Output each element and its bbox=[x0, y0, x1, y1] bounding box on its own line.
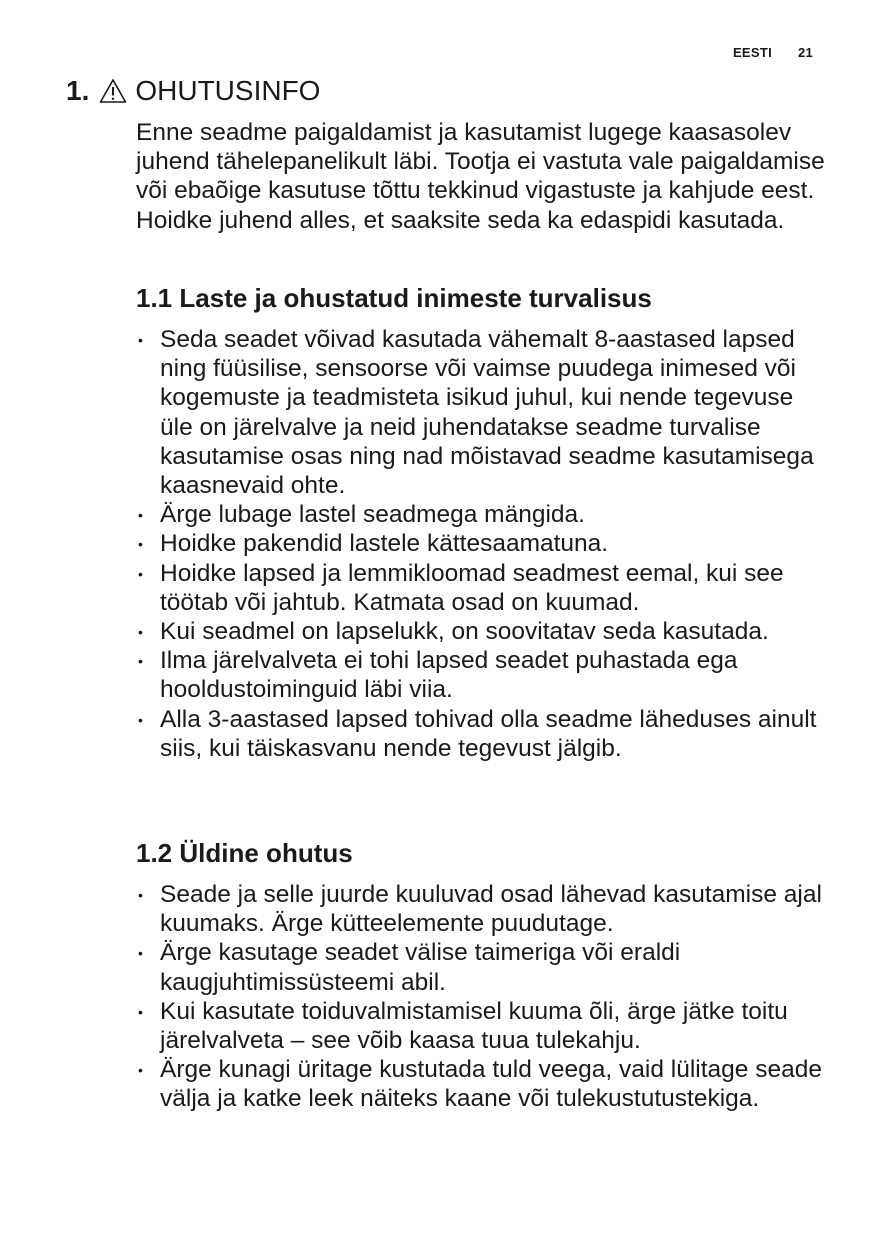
list-item: • Ärge kasutage seadet välise taimeriga või eraldi kaugjuhtimissüsteemi abil. bbox=[136, 938, 826, 996]
subsection-title: Laste ja ohustatud inimeste turvalisus bbox=[179, 283, 652, 313]
section-number: 1. bbox=[66, 75, 90, 106]
child-safety-list bbox=[136, 325, 826, 763]
page-header bbox=[733, 45, 813, 60]
list-item: • Kui seadmel on lapselukk, on soovitatav seda kasutada. bbox=[136, 617, 826, 646]
subsection-number: 1.1 bbox=[136, 283, 173, 313]
intro-paragraph: Enne seadme paigaldamist ja kasutamist lugege kaasasolev juhend tähelepanelikult läbi. Tootja ei vastuta vale paigaldamise või ebaõige kasutuse tõttu tekkinud vigastuste ja kahjude eest. Hoidke juhend alles, et saaksite seda ka edaspidi kasutada. bbox=[136, 119, 825, 234]
list-item: • Hoidke pakendid lastele kättesaamatuna. bbox=[136, 529, 826, 558]
general-safety-list bbox=[136, 880, 826, 1114]
list-item: • Seda seadet võivad kasutada vähemalt 8-aastased lapsed ning füüsilise, sensoorse või vaimse puudega inimesed või kogemuste ja teadmisteta isikud juhul, kui nende tegevuse üle on järelvalve ja neid juhendatakse seadme turvalise kasutamise osas ning nad mõistavad seadme kasutamisega kaasnevaid ohte. bbox=[136, 325, 826, 500]
subsection-heading-1-1 bbox=[136, 282, 652, 314]
subsection-number: 1.2 bbox=[136, 838, 173, 868]
list-item: • Kui kasutate toiduvalmistamisel kuuma õli, ärge jätke toitu järelvalveta – see võib kaasa tuua tulekahju. bbox=[136, 997, 826, 1055]
list-item: • Ilma järelvalveta ei tohi lapsed seadet puhastada ega hooldustoiminguid läbi viia. bbox=[136, 646, 826, 704]
warning-triangle-icon bbox=[99, 78, 127, 104]
list-item: • Seade ja selle juurde kuuluvad osad lähevad kasutamise ajal kuumaks. Ärge kütteelemente puudutage. bbox=[136, 880, 826, 938]
language-label: EESTI bbox=[732, 45, 773, 60]
section-heading: OHUTUSINFO bbox=[135, 75, 321, 106]
list-item: • Ärge lubage lastel seadmega mängida. bbox=[136, 500, 826, 529]
list-item: • Ärge kunagi üritage kustutada tuld veega, vaid lülitage seade välja ja katke leek näiteks kaane või tulekustutustekiga. bbox=[136, 1055, 826, 1113]
page-number: 21 bbox=[797, 45, 813, 60]
list-item: • Hoidke lapsed ja lemmikloomad seadmest eemal, kui see töötab või jahtub. Katmata osad on kuumad. bbox=[136, 559, 826, 617]
subsection-title: Üldine ohutus bbox=[179, 838, 353, 868]
section-title bbox=[66, 74, 320, 108]
list-item: • Alla 3-aastased lapsed tohivad olla seadme läheduses ainult siis, kui täiskasvanu nende tegevust jälgib. bbox=[136, 705, 826, 763]
subsection-heading-1-2 bbox=[136, 837, 353, 869]
